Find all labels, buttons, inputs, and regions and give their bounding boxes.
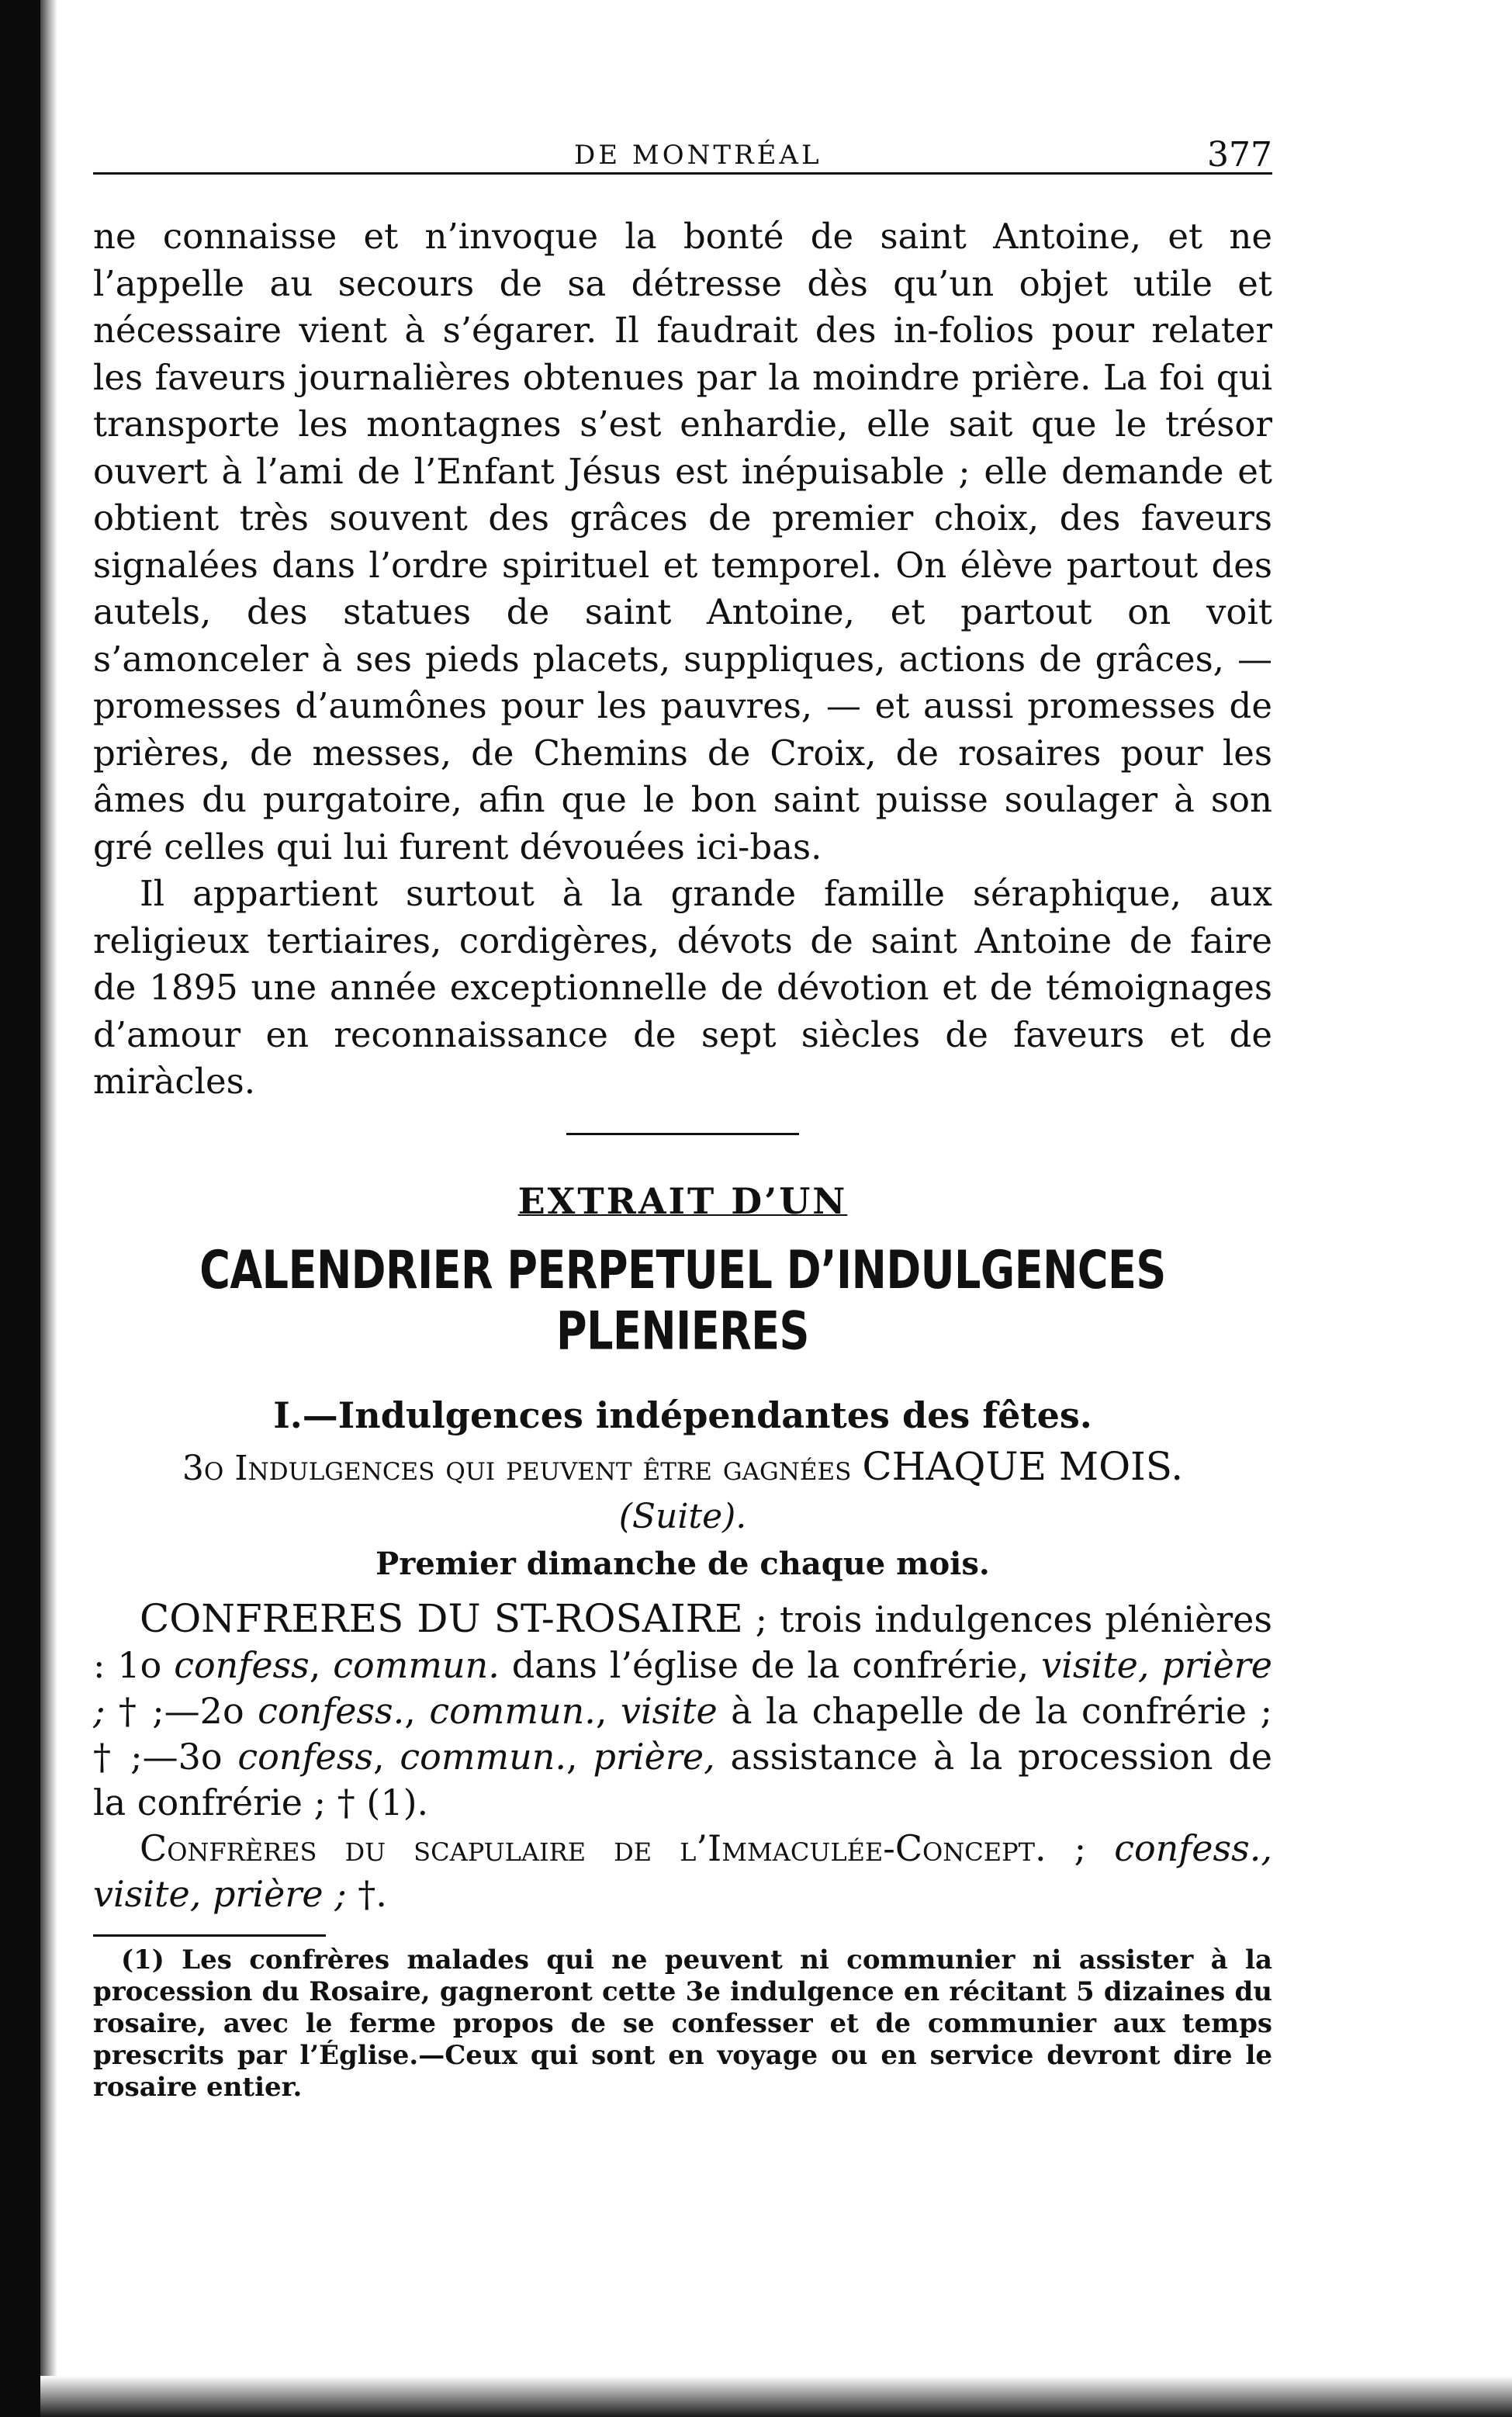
calendar-title: CALENDRIER PERPETUEL D’INDULGENCES PLENIERES bbox=[199, 1238, 1166, 1362]
footnote-text: (1) Les confrères malades qui ne peuvent ni communier ni assister à la procession du Rosaire, gagneront cette 3e indulgence en récitant 5 dizaines du rosaire, avec le ferme propos de se confesser et de communier aux temps prescrits par l’Église.—Ceux qui sont en voyage ou en service devront dire le rosaire entier. bbox=[93, 1944, 1272, 2103]
header-rule bbox=[93, 172, 1272, 175]
entry-rosaire: CONFRERES DU ST-ROSAIRE ; trois indulgences plénières : 1o confess, commun. dans l’église de la confrérie, visite, prière ; † ;—2o confess., commun., visite à la chapelle de la confrérie ; † ;—3o confess, commun., prière, assistance à la procession de la confrérie ; † (1). bbox=[93, 1595, 1273, 1823]
page-bottom-edge bbox=[40, 2376, 1512, 2417]
page-number: 377 bbox=[1207, 135, 1272, 175]
binding-shadow bbox=[40, 0, 57, 2417]
subsection-emphasis: CHAQUE MOIS. bbox=[862, 1443, 1184, 1489]
first-sunday-heading: Premier dimanche de chaque mois. bbox=[375, 1545, 990, 1582]
entry-rosaire-title: CONFRERES DU ST-ROSAIRE bbox=[140, 1595, 743, 1641]
footnote bbox=[93, 1944, 1272, 2104]
suite-label: (Suite). bbox=[618, 1496, 747, 1536]
running-title: DE MONTRÉAL bbox=[574, 140, 822, 171]
running-head bbox=[93, 116, 1272, 175]
subsection-heading bbox=[93, 1444, 1272, 1489]
binding-edge bbox=[0, 0, 40, 2417]
entry-scapulaire-title: Confrères du scapulaire de l’Immaculée-Concept. bbox=[140, 1827, 1047, 1869]
subsection-prefix: 3o Indulgences qui peuvent être gagnées bbox=[182, 1448, 852, 1488]
book-page bbox=[93, 116, 1272, 2104]
body-text bbox=[93, 213, 1272, 1106]
entry-scapulaire: Confrères du scapulaire de l’Immaculée-Concept. ; confess., visite, prière ; †. bbox=[93, 1827, 1272, 1915]
paragraph-2: Il appartient surtout à la grande famille séraphique, aux religieux tertiaires, cordigères, dévots de saint Antoine de faire de 1895 une année exceptionnelle de dévotion et de témoignages d’amour en reconnaissance de sept siècles de faveurs et de miràcles. bbox=[93, 873, 1272, 1102]
section-divider bbox=[566, 1133, 799, 1135]
paragraph-1: ne connaisse et n’invoque la bonté de saint Antoine, et ne l’appelle au secours de sa détresse dès qu’un objet utile et nécessaire vient à s’égarer. Il faudrait des in-folios pour relater les faveurs journalières obtenues par la moindre prière. La foi qui transporte les montagnes s’est enhardie, elle sait que le trésor ouvert à l’ami de l’Enfant Jésus est inépuisable ; elle demande et obtient très souvent des grâces de premier choix, des faveurs signalées dans l’ordre spirituel et temporel. On élève partout des autels, des statues de saint Antoine, et partout on voit s’amonceler à ses pieds placets, suppliques, actions de grâces, — promesses d’aumônes pour les pauvres, — et aussi promesses de prières, de messes, de Chemins de Croix, de rosaires pour les âmes du purgatoire, afin que le bon saint puisse soulager à son gré celles qui lui furent dévouées ici-bas. bbox=[93, 216, 1272, 867]
entries bbox=[93, 1596, 1272, 1917]
extrait-heading: EXTRAIT D’UN bbox=[517, 1179, 848, 1222]
section-heading: I.—Indulgences indépendantes des fêtes. bbox=[273, 1394, 1092, 1436]
footnote-rule bbox=[93, 1934, 326, 1937]
